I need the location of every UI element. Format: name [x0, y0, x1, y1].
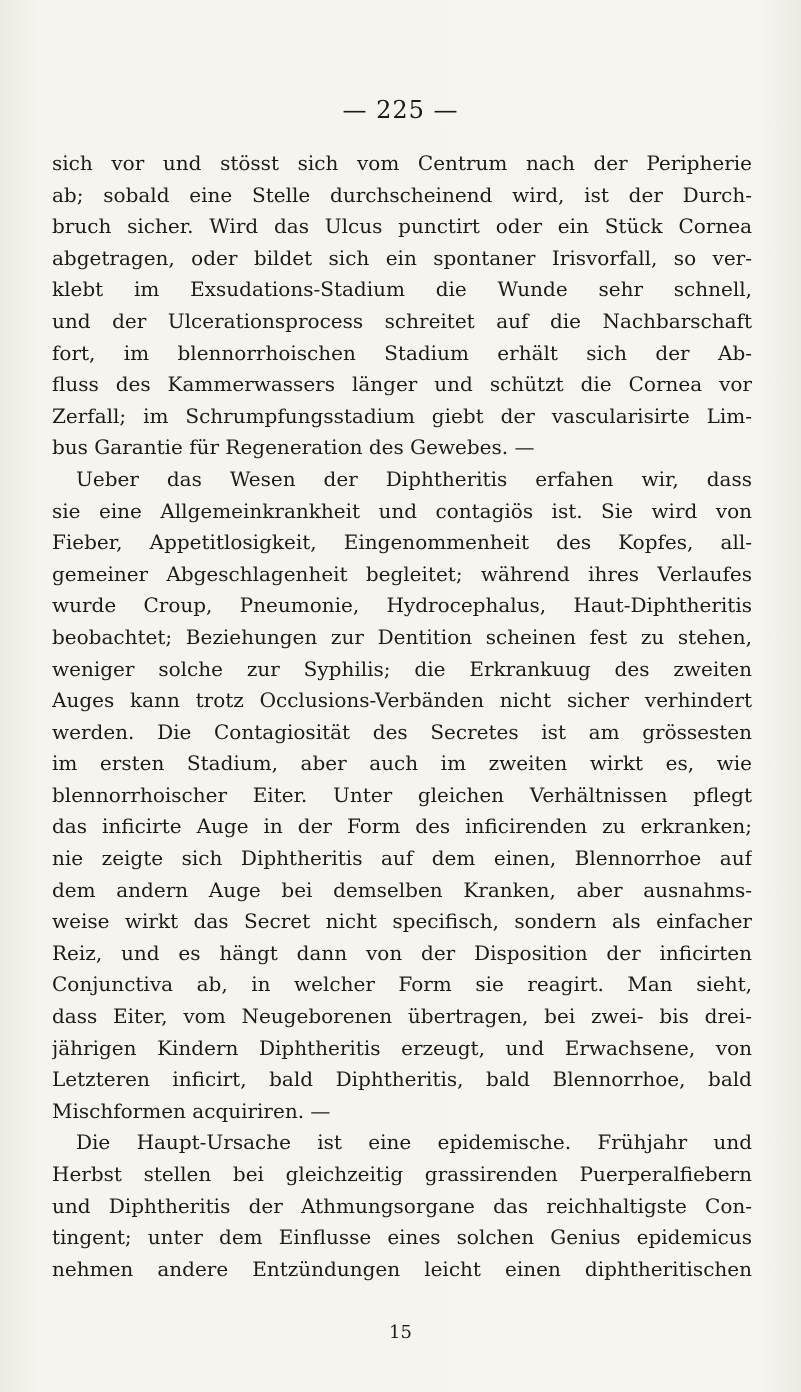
text-line: Conjunctiva ab, in welcher Form sie reagirt. Man sieht, — [52, 972, 752, 997]
text-line: und Diphtheritis der Athmungsorgane das reichhaltigste Con- — [52, 1193, 752, 1218]
text-line: das inficirte Auge in der Form des inficirenden zu erkranken; — [52, 814, 752, 839]
text-line: Mischformen acquiriren. — — [52, 1098, 331, 1123]
text-line: weniger solche zur Syphilis; die Erkrankuug des zweiten — [52, 656, 752, 681]
text-line: wurde Croup, Pneumonie, Hydrocephalus, Haut-Diphtheritis — [52, 593, 752, 618]
text-line: gemeiner Abgeschlagenheit begleitet; während ihres Verlaufes — [52, 561, 752, 586]
text-line: Letzteren inficirt, bald Diphtheritis, bald Blennorrhoe, bald — [52, 1067, 752, 1092]
text-line: fort, im blennorrhoischen Stadium erhält sich der Ab- — [52, 340, 752, 365]
text-line: nie zeigte sich Diphtheritis auf dem einen, Blennorrhoe auf — [52, 846, 752, 871]
text-line: beobachtet; Beziehungen zur Dentition scheinen fest zu stehen, — [52, 624, 752, 649]
page-number-header: — 225 — — [342, 96, 459, 124]
text-line: im ersten Stadium, aber auch im zweiten wirkt es, wie — [52, 751, 752, 776]
text-line: blennorrhoischer Eiter. Unter gleichen Verhältnissen pflegt — [52, 782, 752, 807]
text-line: werden. Die Contagiosität des Secretes ist am grössesten — [52, 719, 752, 744]
text-line: bruch sicher. Wird das Ulcus punctirt oder ein Stück Cornea — [52, 214, 752, 239]
text-line: abgetragen, oder bildet sich ein spontaner Irisvorfall, so ver- — [52, 245, 752, 270]
text-line: ab; sobald eine Stelle durchscheinend wird, ist der Durch- — [52, 182, 752, 207]
text-line: fluss des Kammerwassers länger und schützt die Cornea vor — [52, 372, 752, 397]
text-line: Reiz, und es hängt dann von der Disposition der inficirten — [52, 940, 752, 965]
signature-mark: 15 — [389, 1322, 412, 1343]
text-line: sie eine Allgemeinkrankheit und contagiös ist. Sie wird von — [52, 498, 752, 523]
text-line: Ueber das Wesen der Diphtheritis erfahen wir, dass — [76, 466, 752, 491]
text-line: Auges kann trotz Occlusions-Verbänden nicht sicher verhindert — [52, 688, 752, 713]
text-line: dass Eiter, vom Neugeborenen übertragen, bei zwei- bis drei- — [52, 1004, 752, 1029]
text-line: sich vor und stösst sich vom Centrum nach der Peripherie — [52, 151, 752, 175]
text-line: Zerfall; im Schrumpfungsstadium giebt der vascularisirte Lim- — [52, 403, 752, 428]
text-line: tingent; unter dem Einflusse eines solchen Genius epidemicus — [52, 1225, 752, 1250]
body-text — [52, 148, 752, 1285]
text-line: dem andern Auge bei demselben Kranken, aber ausnahms- — [52, 877, 752, 902]
text-line: und der Ulcerationsprocess schreitet auf die Nachbarschaft — [52, 308, 752, 333]
text-line: weise wirkt das Secret nicht specifisch, sondern als einfacher — [52, 909, 752, 934]
text-line: Herbst stellen bei gleichzeitig grassirenden Puerperalfiebern — [52, 1162, 752, 1186]
text-line: bus Garantie für Regeneration des Gewebes. — — [52, 435, 535, 460]
text-line: nehmen andere Entzündungen leicht einen diphtheritischen — [52, 1256, 752, 1281]
text-line: klebt im Exsudations-Stadium die Wunde sehr schnell, — [52, 277, 752, 302]
text-line: jährigen Kindern Diphtheritis erzeugt, und Erwachsene, von — [52, 1035, 752, 1060]
text-line: Die Haupt-Ursache ist eine epidemische. Frühjahr und — [76, 1130, 752, 1155]
text-line: Fieber, Appetitlosigkeit, Eingenommenheit des Kopfes, all- — [52, 530, 752, 555]
